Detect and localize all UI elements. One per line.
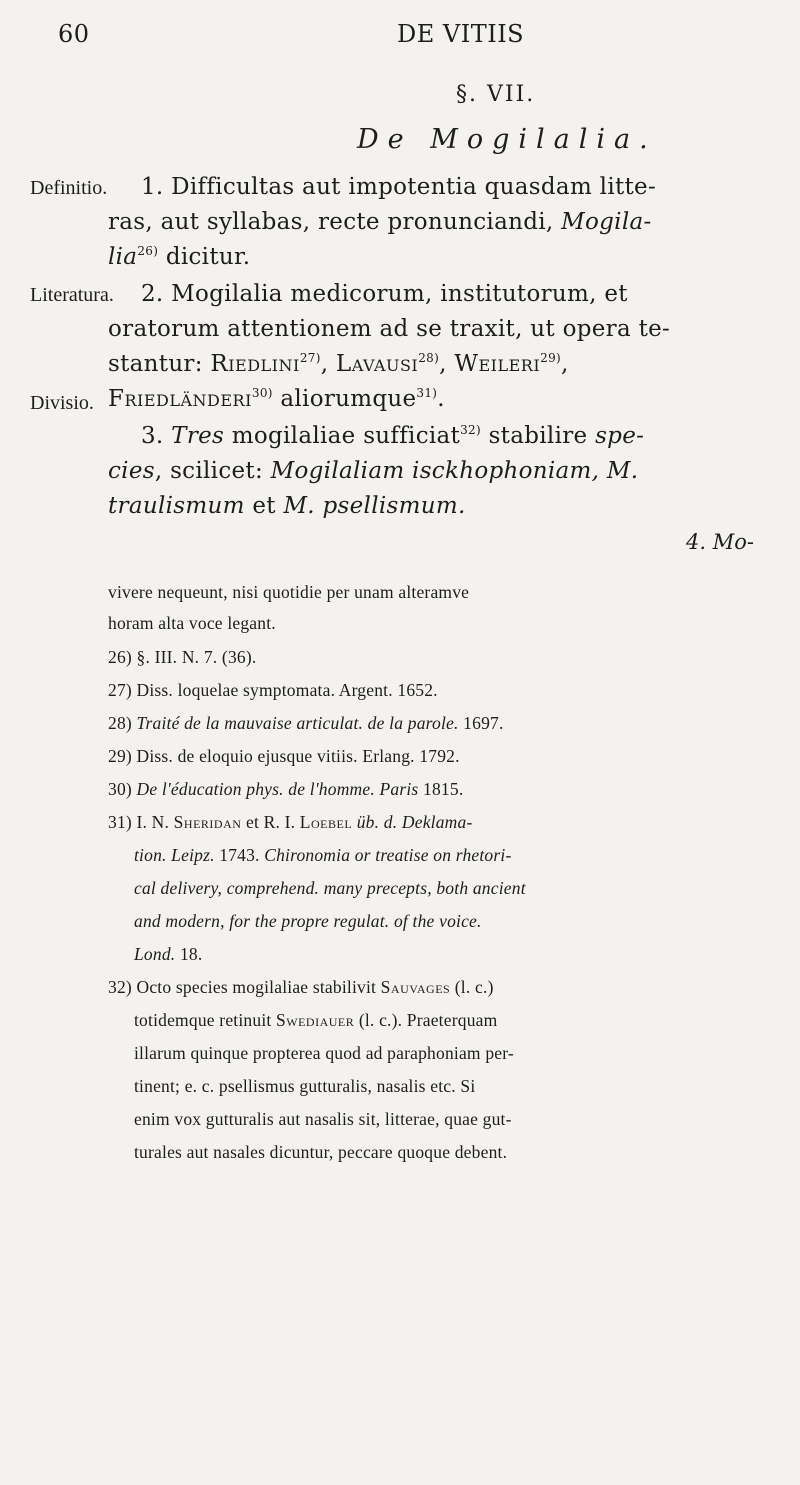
footnote-29: 29) Diss. de eloquio ejusque vitiis. Erlang. 1792. — [108, 746, 460, 766]
footnote-number: 30) — [108, 779, 132, 799]
text: stantur: — [108, 351, 203, 377]
running-title: DE VITIIS — [397, 20, 525, 48]
paragraph-2-line-3: stantur: Riedlini$^{27)}$, Lavausi$^{28)}$, Weileri$^{29)}$, — [108, 351, 569, 377]
footnote-ref-30: 30) — [251, 386, 273, 400]
footnote-31-line-4 — [134, 911, 482, 932]
section-title: De Mogilalia. — [357, 124, 657, 155]
footnote-ref-28: 28) — [418, 351, 440, 365]
text: totidemque retinuit — [134, 1010, 272, 1030]
footnote-31-line-1 — [108, 812, 473, 833]
footnote-year: 1697. — [463, 713, 504, 733]
footnote-year: 1815. — [423, 779, 464, 799]
footnote-title: De l'éducation phys. de l'homme. Paris — [136, 779, 419, 799]
text: (l. c.) — [454, 977, 494, 997]
author-friedlaender: Friedländeri — [108, 386, 252, 412]
section-number: §. VII. — [456, 82, 536, 107]
footnote-32-line-6: turales aut nasales dicuntur, peccare quoque debent. — [134, 1142, 508, 1162]
paragraph-3-line-3 — [108, 495, 466, 518]
term-mogilalia: Mogila- — [561, 209, 652, 235]
footnote-27: 27) Diss. loquelae symptomata. Argent. 1652. — [108, 680, 438, 700]
term-tres: Tres — [171, 423, 225, 449]
author-riedlin: Riedlini — [210, 351, 300, 377]
footnote-title: Traité de la mauvaise articulat. de la parole. — [136, 713, 459, 733]
paragraph-2-line-2: oratorum attentionem ad se traxit, ut opera te- — [108, 316, 671, 342]
term-mogilaliam: Mogilaliam isckhophoniam, M. — [270, 458, 639, 484]
term-psellismum: M. psellismum. — [283, 493, 466, 519]
text-italic: Chironomia or treatise on rhetori- — [264, 845, 512, 865]
term-species: spe- — [595, 423, 645, 449]
term-traulismum: traulismum — [108, 493, 245, 519]
footnote-32-line-3: illarum quinque propterea quod ad paraphoniam per- — [134, 1043, 514, 1063]
text: 3. — [141, 423, 164, 449]
text: et R. I. — [245, 812, 296, 832]
author-sheridan: Sheridan — [173, 812, 242, 832]
term-lia: lia — [108, 244, 138, 270]
footnote-continued-line-2: horam alta voce legant. — [108, 613, 276, 633]
text: , scilicet: — [154, 458, 264, 484]
paragraph-2-line-4: Friedländeri$^{30)}$ aliorumque$^{31)}$. — [108, 386, 445, 412]
paragraph-2-line-1: 2. Mogilalia medicorum, institutorum, et — [141, 281, 628, 307]
paragraph-1-line-3 — [108, 246, 250, 269]
footnote-continued-line-1: vivere nequeunt, nisi quotidie per unam alteramve — [108, 582, 470, 602]
paragraph-3-line-2 — [108, 460, 638, 483]
author-weiler: Weileri — [454, 351, 541, 377]
footnote-ref-31: 31) — [416, 386, 438, 400]
footnote-30 — [108, 779, 463, 800]
text: (l. c.). Praeterquam — [358, 1010, 498, 1030]
footnote-ref-27: 27) — [299, 351, 321, 365]
text: ras, aut syllabas, recte pronunciandi, — [108, 209, 554, 235]
catchword: 4. Mo- — [686, 530, 754, 554]
text: 1743. — [219, 845, 260, 865]
author-sauvages: Sauvages — [380, 977, 451, 997]
text-italic: Lond. — [134, 944, 176, 964]
author-lavausi: Lavausi — [335, 351, 419, 377]
text: mogilaliae sufficiat — [231, 423, 461, 449]
footnote-32-line-1 — [108, 977, 494, 998]
text: stabilire — [488, 423, 588, 449]
footnote-32-line-2 — [134, 1010, 497, 1031]
paragraph-1-line-1: 1. Difficultas aut impotentia quasdam litte- — [141, 174, 657, 200]
footnote-31-line-3 — [134, 878, 526, 899]
author-loebel: Loebel — [299, 812, 353, 832]
text-italic: üb. d. Deklama- — [356, 812, 473, 832]
footnote-28 — [108, 713, 504, 734]
author-swediauer: Swediauer — [276, 1010, 355, 1030]
text-italic: cal delivery, comprehend. many precepts, both ancient — [134, 878, 526, 898]
footnote-31-line-5 — [134, 944, 202, 965]
footnote-ref-29: 29) — [540, 351, 562, 365]
footnote-32-line-4: tinent; e. c. psellismus gutturalis, nasalis etc. Si — [134, 1076, 476, 1096]
text: 32) Octo species mogilaliae stabilivit — [108, 977, 377, 997]
footnote-31-line-2 — [134, 845, 511, 866]
margin-note-literatura: Literatura. — [30, 284, 114, 306]
text: dicitur. — [165, 244, 251, 270]
text: aliorumque — [280, 386, 417, 412]
margin-note-definitio: Definitio. — [30, 177, 108, 199]
text: 18. — [179, 944, 203, 964]
margin-note-divisio: Divisio. — [30, 392, 94, 414]
footnote-ref-32: 32) — [460, 423, 481, 437]
text: et — [252, 493, 276, 519]
page-number: 60 — [58, 20, 90, 48]
footnote-number: 28) — [108, 713, 132, 733]
term-cies: cies — [108, 458, 155, 484]
paragraph-1-line-2 — [108, 211, 652, 234]
footnote-26: 26) §. III. N. 7. (36). — [108, 647, 257, 667]
text: 31) I. N. — [108, 812, 170, 832]
text-italic: tion. Leipz. — [134, 845, 215, 865]
footnote-ref-26: 26) — [137, 244, 159, 258]
paragraph-3-line-1 — [141, 425, 644, 448]
footnote-32-line-5: enim vox gutturalis aut nasalis sit, litterae, quae gut- — [134, 1109, 512, 1129]
text-italic: and modern, for the propre regulat. of the voice. — [134, 911, 482, 931]
